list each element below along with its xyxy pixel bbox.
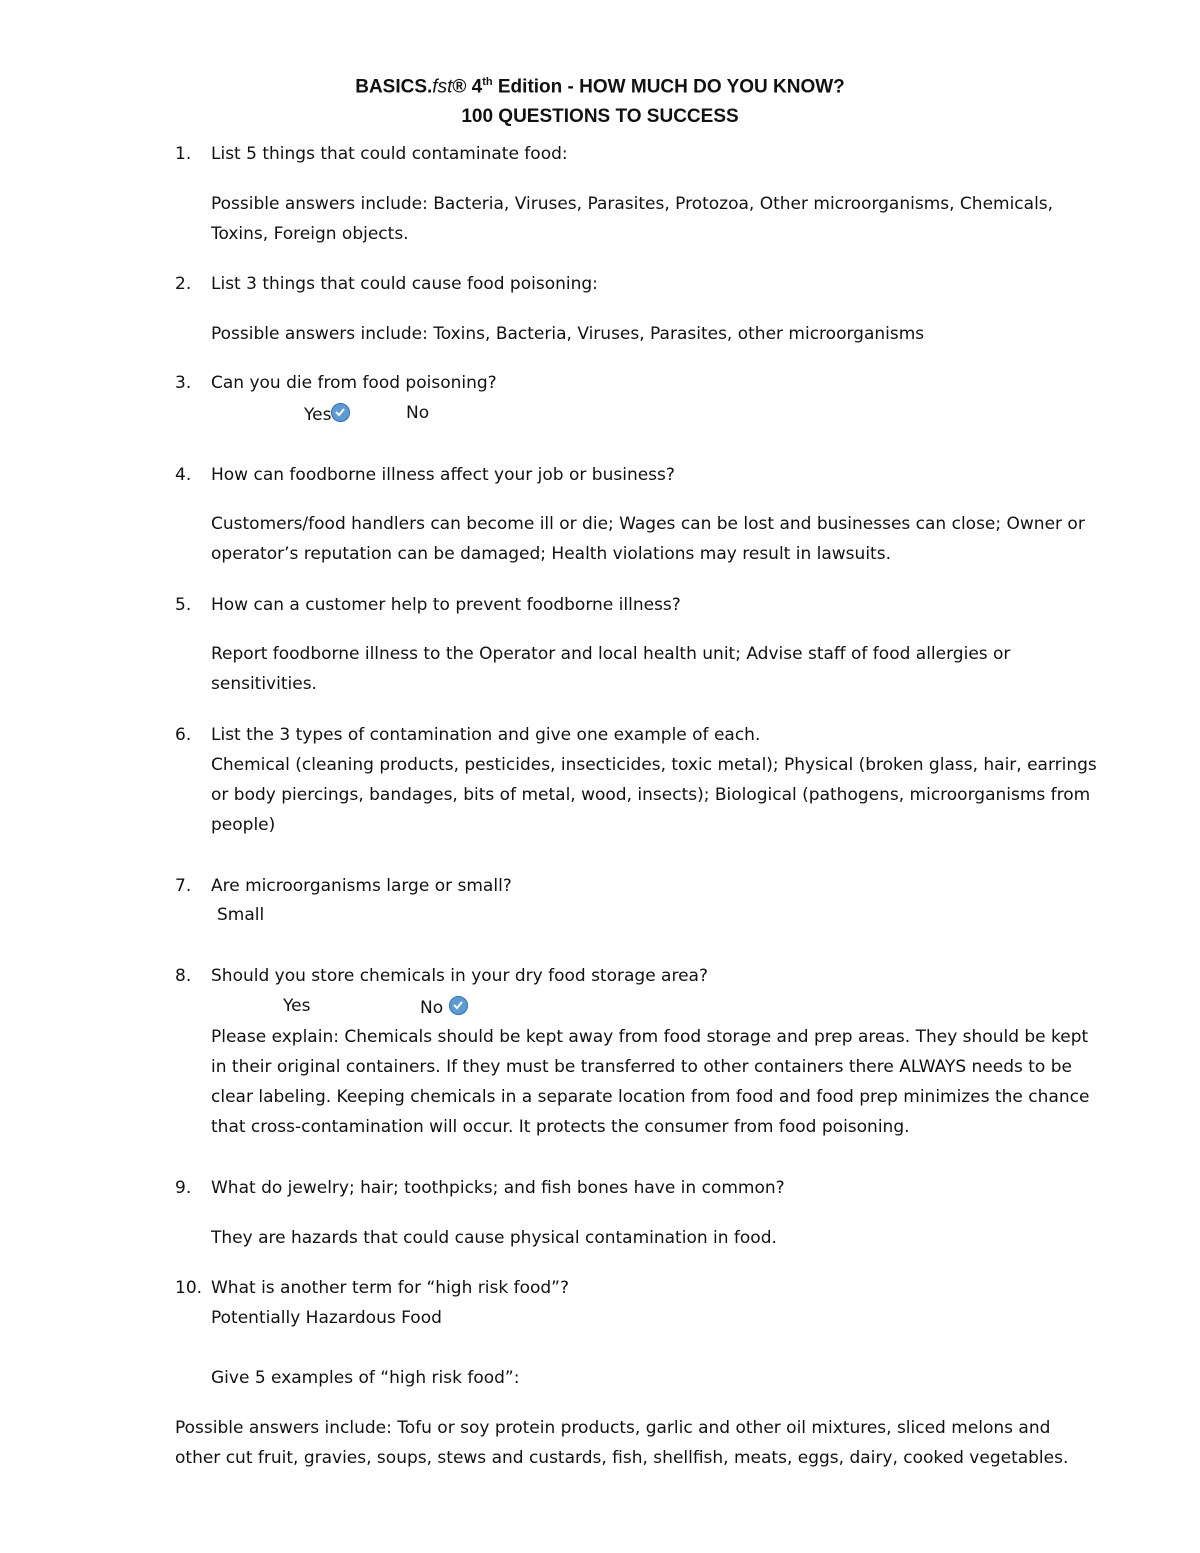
question-number: 9. xyxy=(175,1178,192,1198)
brand-italic: fst xyxy=(432,76,453,98)
question-number: 10. xyxy=(175,1278,203,1298)
question-text: What do jewelry; hair; toothpicks; and fish bones have in common? xyxy=(211,1178,785,1198)
question-text: List 5 things that could contaminate food: xyxy=(211,144,568,164)
answer-text: Potentially Hazardous Food xyxy=(211,1308,442,1328)
brand: BASICS. xyxy=(355,76,433,98)
question-number: 8. xyxy=(175,966,192,986)
edition-number: 4 xyxy=(466,76,483,98)
question-text: Should you store chemicals in your dry food storage area? xyxy=(211,966,708,986)
page-subtitle: 100 QUESTIONS TO SUCCESS xyxy=(461,106,739,127)
answer-text: sensitivities. xyxy=(211,674,317,694)
answer-text: people) xyxy=(211,815,276,835)
answer-text: Please explain: Chemicals should be kept away from food storage and prep areas. They should be kept xyxy=(211,1027,1089,1047)
answer-text: that cross-contamination will occur. It protects the consumer from food poisoning. xyxy=(211,1117,910,1137)
checkmark-icon xyxy=(331,403,350,422)
page-title xyxy=(0,76,1200,98)
answer-text: Toxins, Foreign objects. xyxy=(211,224,409,244)
answer-text: Possible answers include: Tofu or soy protein products, garlic and other oil mixtures, sliced melons and xyxy=(175,1418,1051,1438)
option-no[interactable] xyxy=(420,996,468,1018)
answer-text: or body piercings, bandages, bits of metal, wood, insects); Biological (pathogens, microorganisms from xyxy=(211,785,1091,805)
question-text: List the 3 types of contamination and give one example of each. xyxy=(211,725,761,745)
question-text: Are microorganisms large or small? xyxy=(211,876,512,896)
answer-text: Possible answers include: Toxins, Bacteria, Viruses, Parasites, other microorganisms xyxy=(211,324,925,344)
question-text: How can foodborne illness affect your job or business? xyxy=(211,465,675,485)
question-number: 7. xyxy=(175,876,192,896)
answer-text: Report foodborne illness to the Operator and local health unit; Advise staff of food allergies or xyxy=(211,644,1011,664)
option-yes-label: Yes xyxy=(304,405,332,425)
question-number: 2. xyxy=(175,274,192,294)
reg-mark: ® xyxy=(452,76,467,98)
answer-text: Customers/food handlers can become ill or die; Wages can be lost and businesses can close; Owner or xyxy=(211,514,1085,534)
question-text: List 3 things that could cause food poisoning: xyxy=(211,274,598,294)
answer-text: Possible answers include: Bacteria, Viruses, Parasites, Protozoa, Other microorganisms, Chemicals, xyxy=(211,194,1054,214)
answer-text: Chemical (cleaning products, pesticides, insecticides, toxic metal); Physical (broken glass, hair, earrings xyxy=(211,755,1097,775)
answer-text: Small xyxy=(217,905,265,925)
option-yes[interactable]: Yes xyxy=(283,996,311,1016)
option-yes[interactable] xyxy=(304,403,350,425)
question-number: 6. xyxy=(175,725,192,745)
question-text: What is another term for “high risk food”? xyxy=(211,1278,569,1298)
checkmark-icon xyxy=(449,996,468,1015)
question-number: 5. xyxy=(175,595,192,615)
answer-text: clear labeling. Keeping chemicals in a separate location from food and food prep minimizes the chance xyxy=(211,1087,1090,1107)
answer-text: other cut fruit, gravies, soups, stews and custards, fish, shellfish, meats, eggs, dairy, cooked vegetables. xyxy=(175,1448,1069,1468)
sub-question-text: Give 5 examples of “high risk food”: xyxy=(211,1368,520,1388)
question-number: 1. xyxy=(175,144,192,164)
question-number: 3. xyxy=(175,373,192,393)
question-text: How can a customer help to prevent foodborne illness? xyxy=(211,595,681,615)
option-no-label: No xyxy=(420,998,444,1018)
answer-text: They are hazards that could cause physical contamination in food. xyxy=(211,1228,777,1248)
answer-text: operator’s reputation can be damaged; Health violations may result in lawsuits. xyxy=(211,544,891,564)
edition-rest: Edition - HOW MUCH DO YOU KNOW? xyxy=(492,76,845,98)
question-number: 4. xyxy=(175,465,192,485)
question-text: Can you die from food poisoning? xyxy=(211,373,497,393)
option-no[interactable]: No xyxy=(406,403,430,423)
edition-suffix: th xyxy=(482,76,493,88)
answer-text: in their original containers. If they must be transferred to other containers there ALWAYS needs to be xyxy=(211,1057,1072,1077)
